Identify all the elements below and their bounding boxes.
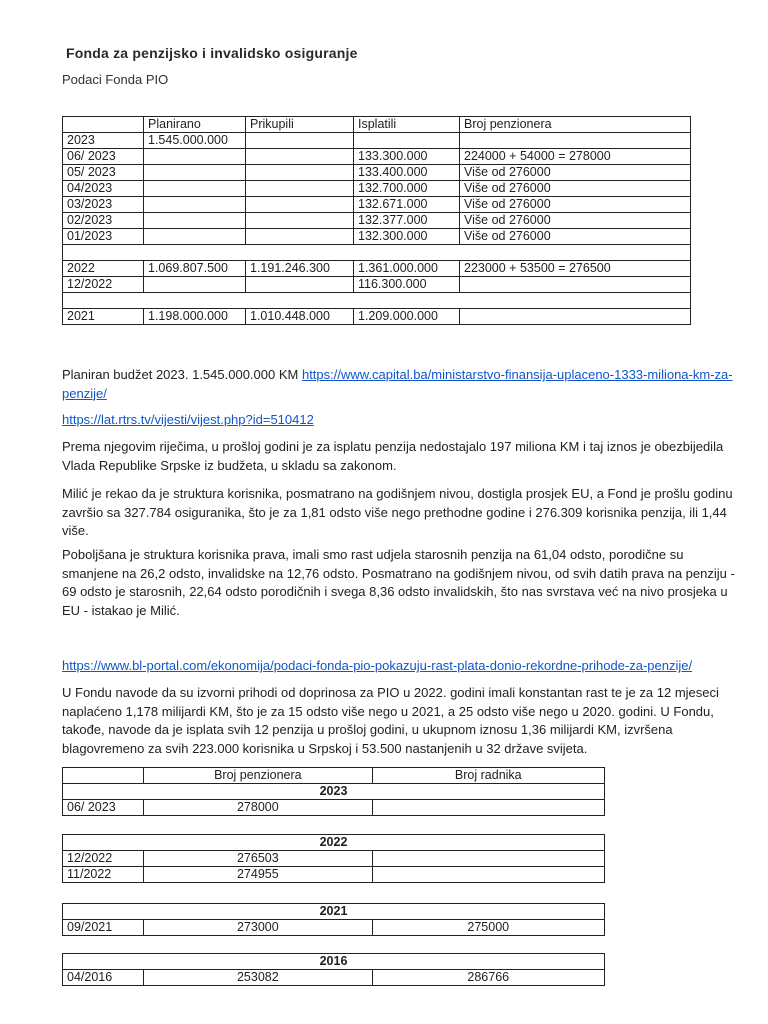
table-cell: 224000 + 54000 = 278000 bbox=[460, 149, 691, 165]
table-cell: 05/ 2023 bbox=[63, 165, 144, 181]
table-cell bbox=[63, 293, 691, 309]
table-row bbox=[63, 213, 691, 229]
blank-row bbox=[63, 293, 691, 309]
table-cell: 133.300.000 bbox=[354, 149, 460, 165]
table-cell: 1.010.448.000 bbox=[246, 309, 354, 325]
table-header-cell: Broj penzionera bbox=[144, 768, 372, 784]
table-row bbox=[63, 149, 691, 165]
rtrs-link-paragraph bbox=[62, 411, 737, 430]
table-cell bbox=[144, 197, 246, 213]
table-cell bbox=[372, 867, 604, 883]
table-cell: 06/ 2023 bbox=[63, 149, 144, 165]
table-cell: 01/2023 bbox=[63, 229, 144, 245]
table-cell: 1.209.000.000 bbox=[354, 309, 460, 325]
table-cell: Više od 276000 bbox=[460, 229, 691, 245]
pensioners-table-2021 bbox=[62, 903, 605, 936]
table-cell: 286766 bbox=[372, 970, 604, 986]
table-cell bbox=[460, 309, 691, 325]
table-row bbox=[63, 277, 691, 293]
table-row bbox=[63, 970, 605, 986]
table-row bbox=[63, 197, 691, 213]
table-cell: 1.191.246.300 bbox=[246, 261, 354, 277]
table-cell bbox=[460, 133, 691, 149]
capital-link[interactable]: https://www.capital.ba/ministarstvo-finansija-uplaceno-1333-miliona-km-za-penzije/ bbox=[62, 367, 733, 401]
table-cell bbox=[246, 133, 354, 149]
table-cell: 116.300.000 bbox=[354, 277, 460, 293]
table-cell: 02/2023 bbox=[63, 213, 144, 229]
table-cell: 1.545.000.000 bbox=[144, 133, 246, 149]
year-cell: 2016 bbox=[63, 954, 605, 970]
table-row bbox=[63, 229, 691, 245]
document-subtitle: Podaci Fonda PIO bbox=[62, 72, 169, 87]
year-cell: 2021 bbox=[63, 904, 605, 920]
table-header-cell bbox=[63, 768, 144, 784]
table-cell: 06/ 2023 bbox=[63, 800, 144, 816]
table-cell bbox=[144, 213, 246, 229]
paragraph-structure: Milić je rekao da je struktura korisnika, posmatrano na godišnjem nivou, dostigla prosjek EU, a Fond je prošlu godinu završio sa 327.784 osiguranika, što je za 1,81 odsto više nego prethodne godine i 276.309 korisnika penzija, ili 1,44 više. bbox=[62, 486, 733, 538]
budget-paragraph bbox=[62, 366, 737, 403]
table-cell: 03/2023 bbox=[63, 197, 144, 213]
table-cell: 12/2022 bbox=[63, 851, 144, 867]
table-cell: 274955 bbox=[144, 867, 372, 883]
year-row bbox=[63, 835, 605, 851]
table-header-cell: Broj penzionera bbox=[460, 117, 691, 133]
year-row bbox=[63, 954, 605, 970]
year-row bbox=[63, 904, 605, 920]
table-cell bbox=[246, 149, 354, 165]
table-cell bbox=[246, 277, 354, 293]
table-cell bbox=[460, 277, 691, 293]
table-cell bbox=[246, 197, 354, 213]
table-header-cell bbox=[63, 117, 144, 133]
budget-text: Planiran budžet 2023. 1.545.000.000 KM bbox=[62, 367, 302, 382]
table-cell: Više od 276000 bbox=[460, 181, 691, 197]
table-cell: 223000 + 53500 = 276500 bbox=[460, 261, 691, 277]
table-cell bbox=[246, 213, 354, 229]
table-cell bbox=[246, 181, 354, 197]
year-cell: 2022 bbox=[63, 835, 605, 851]
pensioners-table-2023 bbox=[62, 767, 605, 816]
table-cell: 2022 bbox=[63, 261, 144, 277]
table-cell: 1.361.000.000 bbox=[354, 261, 460, 277]
table-row bbox=[63, 261, 691, 277]
table-cell: 273000 bbox=[144, 920, 372, 936]
table-cell: 132.377.000 bbox=[354, 213, 460, 229]
paragraph-revenue: U Fondu navode da su izvorni prihodi od doprinosa za PIO u 2022. godini imali konstantan rast te je za 12 mjeseci naplaćeno 1,178 milijardi KM, što je za 15 odsto više nego u 2021, a 25 odsto više nego u 2020. godini. U Fondu, takođe, navode da je isplata svih 12 penzija u prošloj godini, u ukupnom iznosu 1,36 milijardi KM, izvršena blagovremeno za svih 223.000 korisnika u Srpskoj i 53.500 nastanjenih u 32 države svijeta. bbox=[62, 685, 719, 756]
year-cell: 2023 bbox=[63, 784, 605, 800]
table-cell: 132.300.000 bbox=[354, 229, 460, 245]
year-row bbox=[63, 784, 605, 800]
table-cell: Više od 276000 bbox=[460, 165, 691, 181]
rtrs-link[interactable]: https://lat.rtrs.tv/vijesti/vijest.php?id=510412 bbox=[62, 412, 314, 427]
table-cell bbox=[372, 800, 604, 816]
pensioners-table-2022 bbox=[62, 834, 605, 883]
table-cell: 04/2023 bbox=[63, 181, 144, 197]
pensioners-table-2016 bbox=[62, 953, 605, 986]
pension-fund-table bbox=[62, 116, 691, 325]
table-cell bbox=[246, 165, 354, 181]
table-row bbox=[63, 133, 691, 149]
table-row bbox=[63, 920, 605, 936]
paragraph-rights: Poboljšana je struktura korisnika prava, imali smo rast udjela starosnih penzija na 61,04 odsto, porodične su smanjene na 26,2 odsto, invalidske na 12,76 odsto. Posmatrano na godišnjem nivou, od svih datih prava na penziju - 69 odsto je starosnih, 22,64 odsto porodičnih i svega 8,36 odsto invalidskih, što nas svrstava već na nivo prosjeka u EU - istakao je Milić. bbox=[62, 547, 735, 618]
paragraph-deficit: Prema njegovim riječima, u prošloj godini je za isplatu penzija nedostajalo 197 miliona KM i taj iznos je obezbijedila Vlada Republike Srpske iz budžeta, u skladu sa zakonom. bbox=[62, 439, 724, 473]
table-row bbox=[63, 181, 691, 197]
table-cell: 09/2021 bbox=[63, 920, 144, 936]
table-row bbox=[63, 800, 605, 816]
table-header-row bbox=[63, 117, 691, 133]
table-cell bbox=[144, 149, 246, 165]
table-header-cell: Isplatili bbox=[354, 117, 460, 133]
table-cell: 132.700.000 bbox=[354, 181, 460, 197]
table-cell: Više od 276000 bbox=[460, 197, 691, 213]
table-cell: 253082 bbox=[144, 970, 372, 986]
table-cell: 2023 bbox=[63, 133, 144, 149]
table-cell bbox=[63, 245, 691, 261]
table-cell bbox=[372, 851, 604, 867]
table-cell: 133.400.000 bbox=[354, 165, 460, 181]
table-header-row bbox=[63, 768, 605, 784]
table-header-cell: Planirano bbox=[144, 117, 246, 133]
table-cell bbox=[144, 229, 246, 245]
table-cell: 132.671.000 bbox=[354, 197, 460, 213]
table-cell bbox=[144, 165, 246, 181]
bl-portal-link[interactable]: https://www.bl-portal.com/ekonomija/podaci-fonda-pio-pokazuju-rast-plata-donio-rekordne-prihode-za-penzije/ bbox=[62, 658, 693, 673]
table-row bbox=[63, 165, 691, 181]
table-cell bbox=[144, 277, 246, 293]
table-header-cell: Broj radnika bbox=[372, 768, 604, 784]
table-cell: 276503 bbox=[144, 851, 372, 867]
table-cell: 04/2016 bbox=[63, 970, 144, 986]
table-cell: 11/2022 bbox=[63, 867, 144, 883]
table-cell: 2021 bbox=[63, 309, 144, 325]
table-cell: Više od 276000 bbox=[460, 213, 691, 229]
table-cell bbox=[354, 133, 460, 149]
table-row bbox=[63, 867, 605, 883]
table-cell: 275000 bbox=[372, 920, 604, 936]
table-cell bbox=[246, 229, 354, 245]
table-cell: 1.069.807.500 bbox=[144, 261, 246, 277]
table-row bbox=[63, 309, 691, 325]
table-cell bbox=[144, 181, 246, 197]
table-header-cell: Prikupili bbox=[246, 117, 354, 133]
table-cell: 12/2022 bbox=[63, 277, 144, 293]
table-cell: 1.198.000.000 bbox=[144, 309, 246, 325]
document-title: Fonda za penzijsko i invalidsko osiguranje bbox=[66, 45, 358, 61]
blank-row bbox=[63, 245, 691, 261]
table-cell: 278000 bbox=[144, 800, 372, 816]
bl-portal-link-paragraph bbox=[62, 657, 737, 676]
table-row bbox=[63, 851, 605, 867]
